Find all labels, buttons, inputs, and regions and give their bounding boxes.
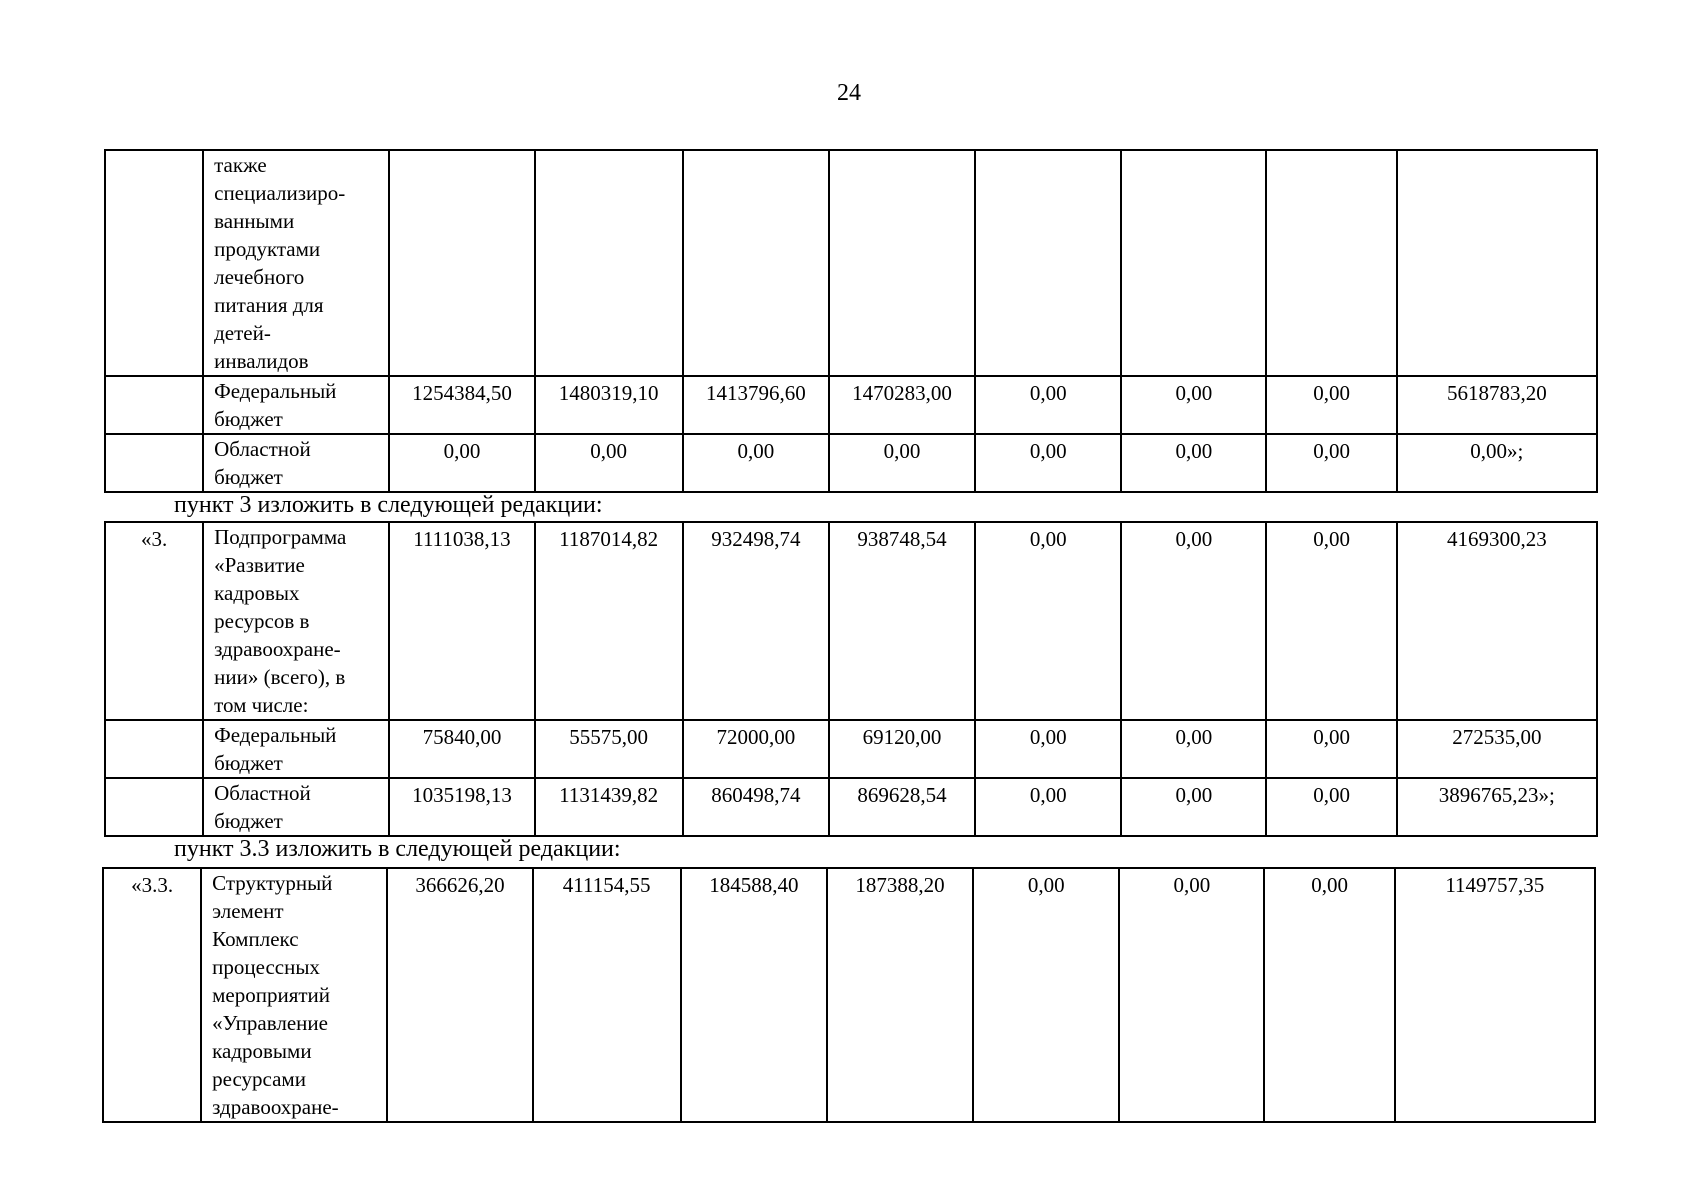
value-cell — [1266, 434, 1396, 492]
value-cell — [535, 778, 683, 836]
value-text: 0,00 — [1175, 527, 1213, 551]
value-cell — [535, 434, 683, 492]
value-text: 0,00 — [737, 439, 775, 463]
value-text: 932498,74 — [711, 527, 801, 551]
value-text: 1480319,10 — [558, 381, 659, 405]
value-cell — [1266, 150, 1396, 376]
value-text: 1149757,35 — [1445, 873, 1545, 897]
value-text: 1470283,00 — [852, 381, 952, 405]
value-text: 55575,00 — [569, 725, 649, 749]
value-text: 1035198,13 — [412, 783, 512, 807]
value-cell — [683, 522, 829, 720]
value-text: 0,00 — [1173, 873, 1211, 897]
value-text: 0,00 — [1175, 439, 1213, 463]
subprogram-3-table — [104, 521, 1598, 837]
value-text: 72000,00 — [716, 725, 796, 749]
description-line: элемент — [212, 899, 284, 923]
value-cell — [829, 720, 975, 778]
funding-source-line: бюджет — [214, 407, 283, 431]
value-text: 4169300,23 — [1446, 527, 1547, 551]
value-cell — [1119, 868, 1264, 1122]
value-cell — [535, 150, 683, 376]
funding-source-cell — [203, 720, 389, 778]
value-text: 860498,74 — [711, 783, 801, 807]
description-line: ресурсов в — [214, 609, 310, 633]
value-cell — [535, 720, 683, 778]
value-cell — [681, 868, 827, 1122]
value-cell — [683, 720, 829, 778]
value-cell — [1121, 522, 1266, 720]
table-row — [105, 720, 1597, 778]
table-row — [105, 434, 1597, 492]
value-cell — [829, 778, 975, 836]
value-cell — [829, 150, 975, 376]
value-cell — [975, 150, 1121, 376]
value-text: 0,00 — [1311, 873, 1348, 897]
value-text: 0,00 — [1175, 783, 1213, 807]
value-text: 0,00 — [1175, 725, 1213, 749]
value-text: 1131439,82 — [559, 783, 659, 807]
index-cell — [105, 376, 203, 434]
index-cell — [105, 720, 203, 778]
value-cell — [389, 434, 534, 492]
value-text: 0,00 — [1029, 783, 1067, 807]
value-text: 69120,00 — [862, 725, 942, 749]
description-line: «Развитие — [214, 553, 305, 577]
value-text: 0,00 — [1313, 725, 1350, 749]
value-text: 0,00»; — [1470, 439, 1524, 463]
funding-source-line: Областной — [214, 781, 311, 805]
value-cell — [387, 868, 532, 1122]
value-cell — [1266, 778, 1396, 836]
funding-source-cell — [203, 376, 389, 434]
value-cell — [1121, 778, 1266, 836]
value-cell — [535, 522, 683, 720]
value-cell — [389, 720, 534, 778]
index-cell — [105, 778, 203, 836]
value-text: 1187014,82 — [559, 527, 659, 551]
value-cell — [1121, 720, 1266, 778]
value-cell — [683, 150, 829, 376]
description-line: «Управление — [212, 1011, 328, 1035]
funding-source-cell — [203, 778, 389, 836]
value-text: 187388,20 — [855, 873, 945, 897]
value-cell — [1266, 376, 1396, 434]
item-number: «3. — [140, 527, 168, 551]
value-cell — [975, 376, 1121, 434]
funding-source-line: бюджет — [214, 465, 283, 489]
description-line: инвалидов — [214, 349, 309, 373]
value-text: 0,00 — [1029, 527, 1067, 551]
table-row — [105, 522, 1597, 720]
value-text: 5618783,20 — [1446, 381, 1547, 405]
value-text: 0,00 — [1313, 381, 1350, 405]
value-cell — [827, 868, 973, 1122]
description-line: мероприятий — [212, 983, 331, 1007]
index-cell — [105, 522, 203, 720]
description-line: нии» (всего), в — [214, 665, 346, 689]
value-cell — [683, 778, 829, 836]
description-line: процессных — [212, 955, 320, 979]
description-line: Подпрограмма — [214, 525, 347, 549]
description-line: специализиро- — [214, 181, 346, 205]
funding-source-line: Областной — [214, 437, 311, 461]
value-cell — [389, 778, 534, 836]
table-row — [105, 376, 1597, 434]
description-line: ресурсами — [212, 1067, 306, 1091]
value-cell — [975, 778, 1121, 836]
value-text: 938748,54 — [857, 527, 947, 551]
value-text: 3896765,23»; — [1438, 783, 1555, 807]
value-text: 272535,00 — [1452, 725, 1542, 749]
funding-source-line: Федеральный — [214, 723, 337, 747]
value-text: 0,00 — [1029, 439, 1067, 463]
description-line: кадровыми — [212, 1039, 312, 1063]
value-cell — [1397, 434, 1597, 492]
item-number: «3.3. — [131, 873, 174, 897]
description-cell — [201, 868, 387, 1122]
value-cell — [975, 522, 1121, 720]
description-line: детей- — [214, 321, 271, 345]
funding-source-line: бюджет — [214, 809, 283, 833]
value-text: 0,00 — [1313, 439, 1350, 463]
description-line: продуктами — [214, 237, 321, 261]
description-line: здравоохране- — [214, 637, 341, 661]
page-number: 24 — [837, 80, 861, 106]
value-cell — [389, 522, 534, 720]
description-cell — [203, 150, 389, 376]
index-cell — [105, 150, 203, 376]
value-cell — [1397, 778, 1597, 836]
funding-source-line: Федеральный — [214, 379, 337, 403]
value-text: 75840,00 — [422, 725, 502, 749]
description-line: кадровых — [214, 581, 300, 605]
value-cell — [829, 376, 975, 434]
index-cell — [103, 868, 201, 1122]
index-cell — [105, 434, 203, 492]
value-cell — [1397, 522, 1597, 720]
value-text: 0,00 — [1175, 381, 1213, 405]
value-text: 0,00 — [1029, 725, 1067, 749]
value-text: 869628,54 — [857, 783, 947, 807]
value-cell — [533, 868, 681, 1122]
value-cell — [973, 868, 1119, 1122]
value-cell — [1264, 868, 1394, 1122]
value-cell — [535, 376, 683, 434]
value-text: 0,00 — [1027, 873, 1065, 897]
value-cell — [1121, 150, 1266, 376]
value-text: 0,00 — [1313, 527, 1350, 551]
value-text: 0,00 — [883, 439, 921, 463]
funding-source-line: бюджет — [214, 751, 283, 775]
value-text: 0,00 — [590, 439, 628, 463]
value-text: 184588,40 — [709, 873, 799, 897]
value-text: 0,00 — [443, 439, 481, 463]
description-line: Комплекс — [212, 927, 299, 951]
value-text: 1254384,50 — [412, 381, 512, 405]
table-row — [105, 778, 1597, 836]
table-row — [105, 150, 1597, 376]
value-cell — [1397, 376, 1597, 434]
description-line: питания для — [214, 293, 324, 317]
value-text: 0,00 — [1313, 783, 1350, 807]
description-line: Структурный — [212, 871, 333, 895]
structural-element-3-3-table — [102, 867, 1596, 1123]
funding-source-cell — [203, 434, 389, 492]
value-cell — [1266, 522, 1396, 720]
value-cell — [389, 376, 534, 434]
value-text: 411154,55 — [562, 873, 651, 897]
value-text: 366626,20 — [415, 873, 505, 897]
value-cell — [829, 434, 975, 492]
value-text: 1111038,13 — [413, 527, 511, 551]
budget-table-continuation — [104, 149, 1598, 493]
description-line: лечебного — [214, 265, 305, 289]
description-line: здравоохране- — [212, 1095, 339, 1119]
description-line: том числе: — [214, 693, 309, 717]
value-cell — [975, 720, 1121, 778]
value-cell — [389, 150, 534, 376]
value-cell — [1121, 376, 1266, 434]
table-row — [103, 868, 1595, 1122]
section-heading-p3: пункт 3 изложить в следующей редакции: — [174, 492, 603, 518]
value-cell — [975, 434, 1121, 492]
value-cell — [1397, 720, 1597, 778]
value-text: 1413796,60 — [705, 381, 806, 405]
value-cell — [683, 434, 829, 492]
value-cell — [1395, 868, 1595, 1122]
value-cell — [683, 376, 829, 434]
value-cell — [1266, 720, 1396, 778]
description-cell — [203, 522, 389, 720]
description-line: ванными — [214, 209, 295, 233]
value-text: 0,00 — [1029, 381, 1067, 405]
value-cell — [1397, 150, 1597, 376]
description-line: также — [214, 153, 267, 177]
value-cell — [829, 522, 975, 720]
value-cell — [1121, 434, 1266, 492]
section-heading-p33: пункт 3.3 изложить в следующей редакции: — [174, 836, 621, 862]
